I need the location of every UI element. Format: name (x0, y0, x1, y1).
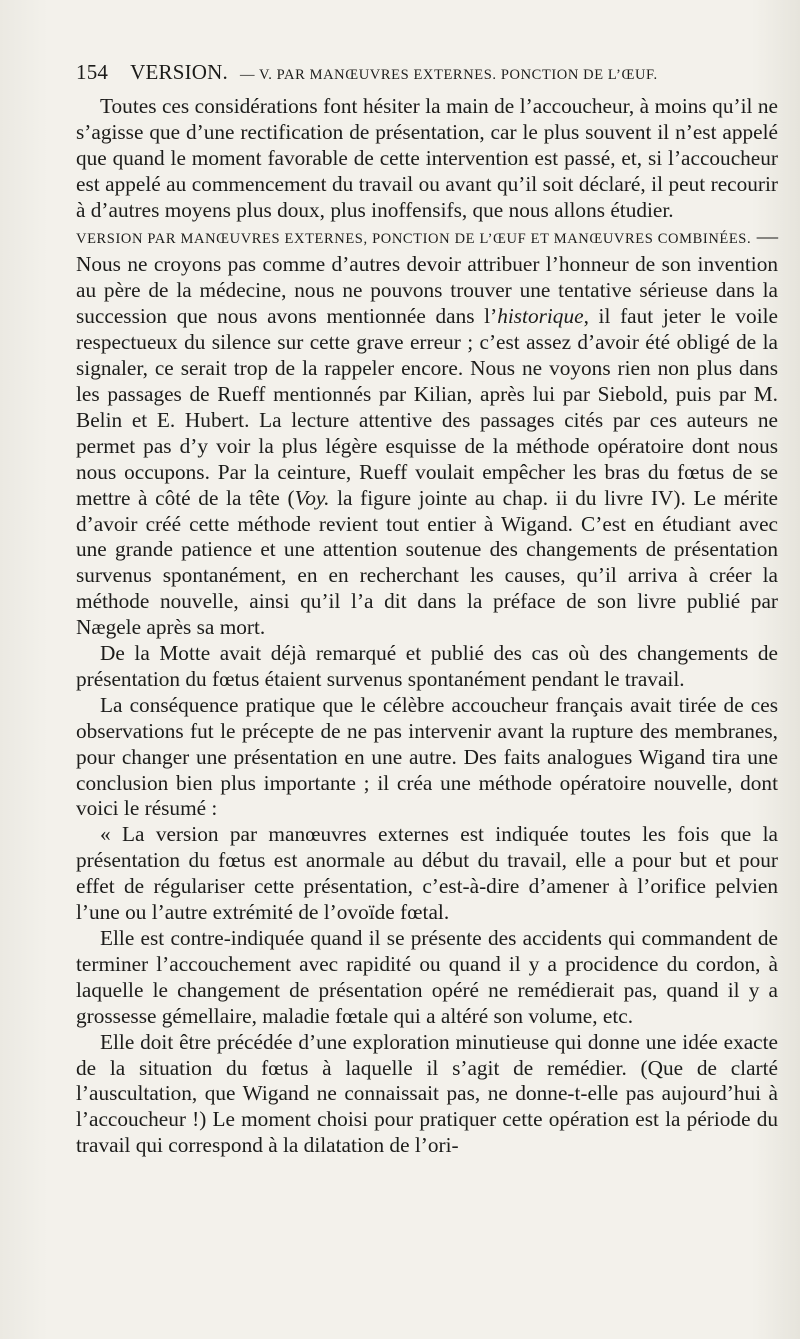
running-head-subtitle: — V. PAR MANŒUVRES EXTERNES. PONCTION DE L’ŒUF. (239, 67, 658, 83)
paragraph-3: De la Motte avait déjà remarqué et publié des cas où des changements de présentation du fœtus étaient survenus spontanément pendant le travail. (76, 641, 778, 691)
paragraph-2 (76, 224, 778, 642)
running-head (76, 60, 778, 94)
paragraph-4: La conséquence pratique que le célèbre accoucheur français avait tirée de ces observations fut le précepte de ne pas intervenir avant la rupture des membranes, pour changer une présentation en une autre. Des faits analogues Wigand tira une conclusion bien plus importante ; il créa une méthode opératoire nouvelle, dont voici le résumé : (76, 692, 778, 821)
paragraph-1: Toutes ces considérations font hésiter la main de l’accoucheur, à moins qu’il ne s’agisse que d’une rectification de présentation, car le plus souvent il n’est appelé que quand le moment favorable de cette intervention est passé, et, si l’accoucheur est appelé au commencement du travail ou avant qu’il soit déclaré, il peut recourir à d’autres moyens plus doux, plus inoffensifs, que nous allons étudier. (76, 94, 778, 222)
body-text (76, 94, 778, 1159)
italic-voy: Voy. (294, 485, 330, 510)
paragraph-7: Elle doit être précédée d’une exploration minutieuse qui donne une idée exacte de la situation du fœtus à laquelle il s’agit de remédier. (Que de clarté l’auscultation, que Wigand ne connaissait pas, ne donne-t-elle pas aujourd’hui à l’accoucheur !) Le moment choisi pour pratiquer cette opération est la période du travail qui correspond à la dilatation de l’ori- (76, 1029, 778, 1158)
italic-historique: historique (497, 304, 584, 329)
paragraph-5-quote: « La version par manœuvres externes est indiquée toutes les fois que la présentation du fœtus est anormale au début du travail, elle a pour but et pour effet de régulariser cette présentation, c’est-à-dire d’amener à l’orifice pelvien l’une ou l’autre extrémité de l’ovoïde fœtal. (76, 822, 778, 925)
section-heading: VERSION PAR MANŒUVRES EXTERNES, PONCTION DE L’ŒUF ET MANŒUVRES COMBINÉES. (76, 230, 752, 247)
paragraph-2-part-3: la figure jointe au chap. ii du livre IV). Le mérite d’avoir créé cette méthode revient tout entier à Wigand. C’est en étudiant avec une grande patience et une attention soutenue des changements de présentation survenus spontanément, en en recherchant les causes, qu’il arriva à créer la méthode nouvelle, ainsi qu’il l’a dit dans la préface de son livre publié par Nægele après sa mort. (76, 485, 778, 640)
page-number: 154 (76, 60, 109, 84)
paragraph-2-part-2: , il faut jeter le voile respectueux du silence sur cette grave erreur ; c’est assez d’avoir été obligé de la signaler, ce serait trop de la rappeler encore. Nous ne voyons rien non plus dans les passages de Rueff mentionnés par Kilian, après lui par Siebold, puis par M. Belin et E. Hubert. La lecture attentive des passages cités par ces auteurs ne permet pas d’y voir la plus légère esquisse de la méthode opératoire dont nous nous occupons. Par la ceinture, Rueff voulait empêcher les bras du fœtus de se mettre à côté de la tête ( (76, 304, 778, 510)
paragraph-6: Elle est contre-indiquée quand il se présente des accidents qui commandent de terminer l’accouchement avec rapidité ou quand il y a procidence du cordon, à laquelle le changement de présentation opéré ne remédierait pas, quand il y a grossesse gémellaire, maladie fœtale qui a altéré son volume, etc. (76, 926, 778, 1028)
running-head-title: VERSION. (130, 60, 228, 84)
paragraph-2-part-1: — Nous ne croyons pas comme d’autres devoir attribuer l’honneur de son invention au père de la médecine, nous ne pouvons trouver une tentative sérieuse dans la succession que nous avons mentionnée dans l’ (76, 223, 778, 329)
